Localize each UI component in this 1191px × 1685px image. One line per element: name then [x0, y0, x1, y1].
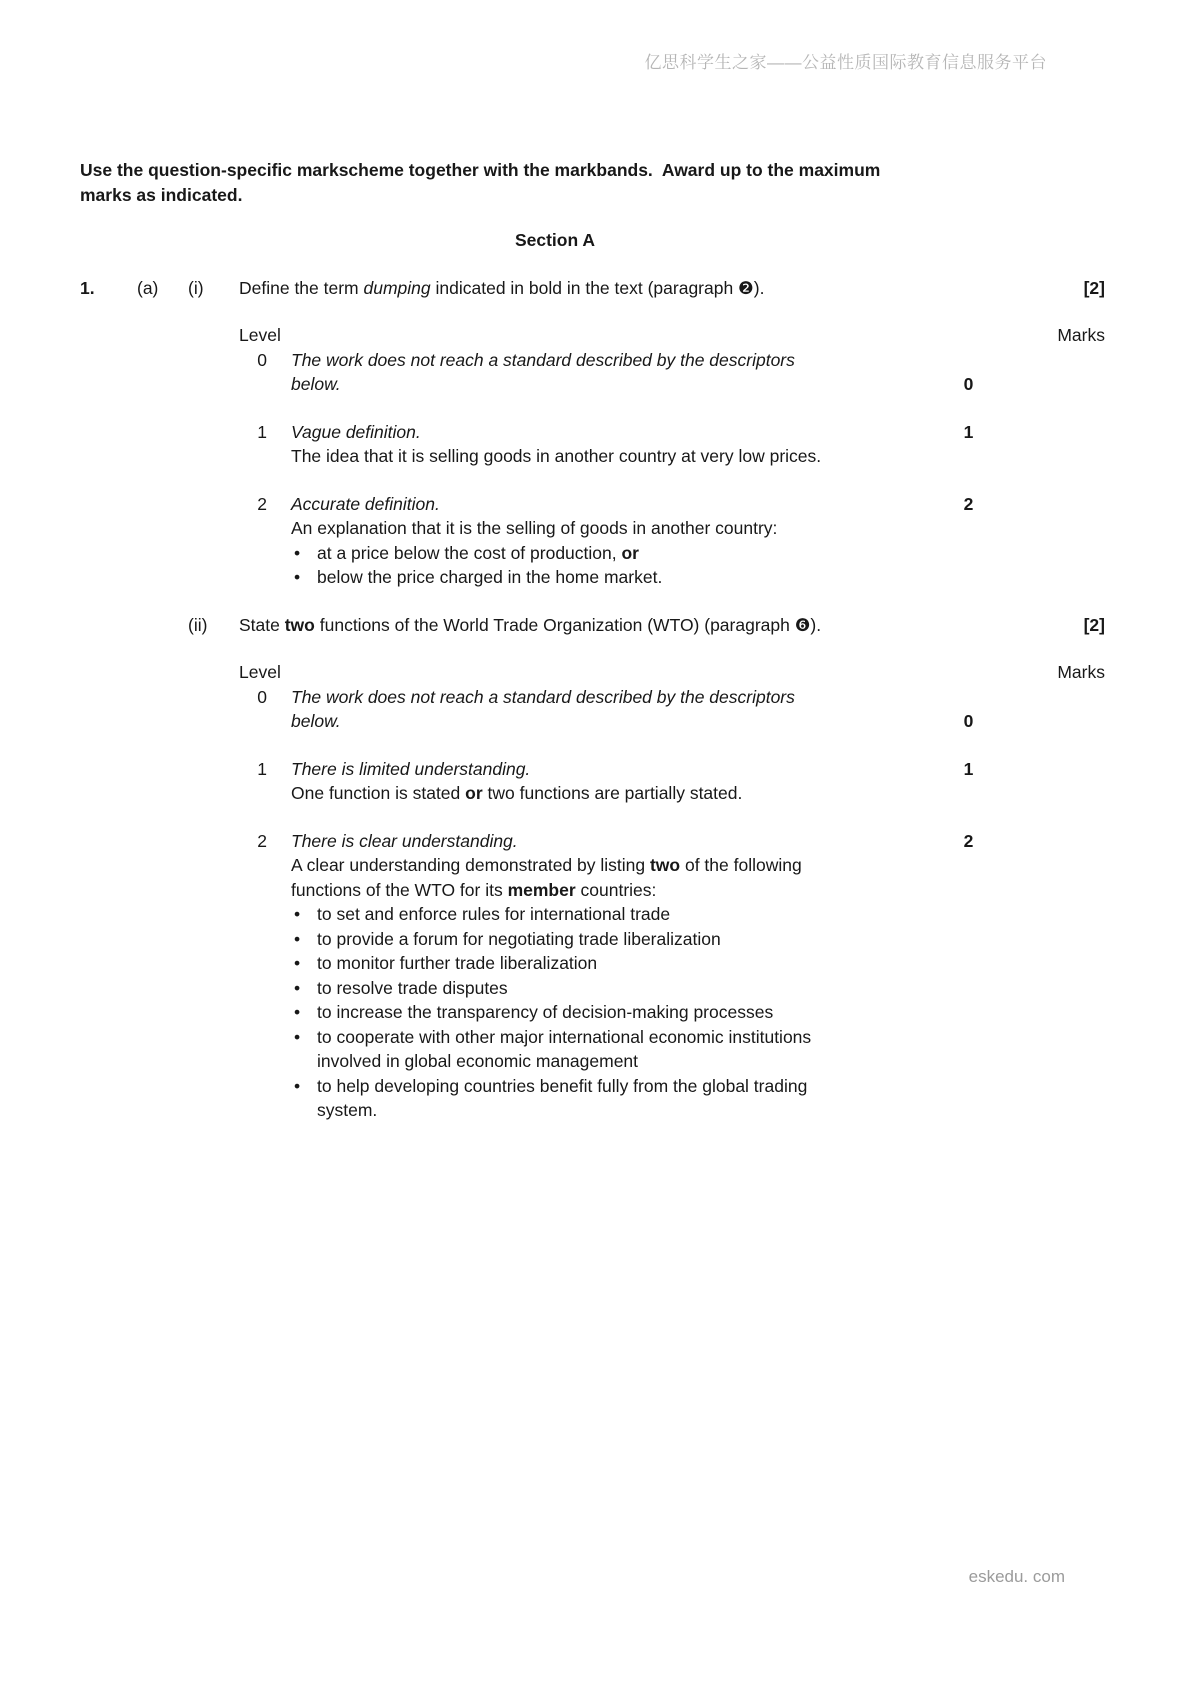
part-label: [137, 613, 188, 638]
text-segment: The work does not reach a standard described by the descriptors: [291, 686, 795, 707]
bullet-line: [317, 1000, 931, 1025]
question-number: [80, 613, 137, 638]
bullet-item: [291, 951, 931, 976]
bullet-item: [291, 541, 931, 566]
text-segment: or: [465, 783, 483, 803]
descriptor-line: [291, 685, 931, 710]
descriptor-line: [291, 492, 931, 517]
descriptor-line: [291, 420, 931, 445]
text-segment: An explanation that it is the selling of goods in another country:: [291, 518, 778, 538]
bullet-text: [317, 902, 931, 927]
descriptor-line: [291, 348, 931, 373]
text-segment: dumping: [363, 277, 431, 298]
question-number: 1.: [80, 277, 95, 298]
mark-column: [931, 829, 1006, 1123]
bullet-line: [317, 1025, 931, 1050]
mark-value: 2: [963, 493, 974, 514]
text-segment: to help developing countries benefit fully from the global trading: [317, 1075, 808, 1096]
instructions-line-2: marks as indicated.: [80, 184, 243, 205]
bullet-icon: •: [294, 1026, 301, 1047]
mark-value: 2: [963, 830, 974, 851]
level-row: [239, 420, 1105, 469]
question-row: [80, 276, 1105, 301]
level-number: 0: [257, 349, 267, 370]
bullet-icon: •: [294, 567, 301, 587]
max-marks: [2]: [1083, 614, 1105, 635]
bullet-icon: •: [294, 928, 301, 949]
bullet-item: [291, 565, 931, 590]
question-part: [80, 613, 1105, 1123]
level-header: Level: [239, 662, 281, 682]
text-segment: The work does not reach a standard described by the descriptors: [291, 349, 795, 370]
instructions-text: [80, 158, 1030, 207]
text-segment: to increase the transparency of decision-making processes: [317, 1002, 774, 1022]
level-descriptor: [291, 348, 931, 397]
descriptor-line: [291, 372, 931, 397]
mark-column: [931, 685, 1006, 734]
text-segment: A clear understanding demonstrated by listing: [291, 855, 650, 875]
descriptor-line: [291, 781, 931, 806]
section-a-heading: Section A: [514, 230, 596, 250]
bullet-item: [291, 1000, 931, 1025]
bullet-item: [291, 1074, 931, 1123]
mark-value: 1: [963, 758, 974, 779]
text-segment: or: [621, 542, 639, 563]
descriptor-line: [291, 878, 931, 903]
question-prompt: [239, 613, 1030, 638]
question-part: [80, 276, 1105, 590]
question-row: [80, 613, 1105, 638]
bullet-icon: •: [294, 977, 301, 998]
instructions-line-1: Use the question-specific markscheme together with the markbands. Award up to the maximum: [80, 160, 881, 180]
level-table-header: [239, 660, 1105, 685]
marks-header: Marks: [1057, 325, 1105, 345]
text-segment: two: [284, 614, 315, 635]
level-number: 2: [257, 830, 267, 851]
text-segment: functions of the WTO for its: [291, 879, 508, 900]
bullet-text: [317, 951, 931, 976]
descriptor-line: [291, 516, 931, 541]
descriptor-line: [291, 444, 931, 469]
text-segment: functions of the World Trade Organization (WTO) (paragraph ❻).: [314, 614, 822, 635]
level-row: [239, 492, 1105, 590]
question-prompt: [239, 276, 1030, 301]
level-table: [239, 660, 1105, 1123]
bullet-text: [317, 927, 931, 952]
bullet-text: [317, 1074, 931, 1123]
descriptor-line: [291, 757, 931, 782]
bullet-item: [291, 902, 931, 927]
subpart-label: (i): [188, 277, 204, 298]
bullet-item: [291, 1025, 931, 1074]
text-segment: below the price charged in the home market.: [317, 567, 663, 587]
level-descriptor: [291, 420, 931, 469]
bullet-text: [317, 565, 931, 590]
text-segment: below.: [291, 711, 341, 731]
level-number: 0: [257, 686, 267, 707]
bullet-text: [317, 976, 931, 1001]
text-segment: countries:: [575, 879, 657, 900]
descriptor-line: [291, 709, 931, 734]
text-segment: involved in global economic management: [317, 1051, 639, 1071]
bullet-item: [291, 927, 931, 952]
text-segment: to set and enforce rules for international trade: [317, 904, 671, 924]
text-segment: indicated in bold in the text (paragraph ❷).: [430, 277, 765, 298]
level-row: [239, 757, 1105, 806]
text-segment: Accurate definition.: [291, 493, 440, 514]
mark-column: [931, 420, 1006, 469]
text-segment: system.: [317, 1100, 378, 1120]
bullet-icon: •: [294, 953, 301, 973]
level-row: [239, 348, 1105, 397]
mark-column: [931, 757, 1006, 806]
descriptor-line: [291, 829, 931, 854]
marks-header: Marks: [1057, 662, 1105, 682]
level-row: [239, 829, 1105, 1123]
text-segment: State: [239, 614, 285, 635]
text-segment: to monitor further trade liberalization: [317, 953, 598, 973]
bullet-icon: •: [294, 1002, 301, 1022]
level-number: 1: [257, 758, 267, 779]
mark-column: [931, 348, 1006, 397]
mark-value: 0: [963, 374, 974, 394]
bullet-item: [291, 976, 931, 1001]
level-number: 1: [257, 421, 267, 442]
level-table-header: [239, 323, 1105, 348]
subpart-label: (ii): [188, 614, 208, 635]
bullet-text: [317, 541, 931, 566]
bullet-line: [317, 1074, 931, 1099]
text-segment: at a price below the cost of production,: [317, 542, 622, 563]
bullet-icon: •: [294, 542, 301, 563]
bullet-icon: •: [294, 904, 301, 924]
text-segment: There is limited understanding.: [291, 758, 531, 779]
level-table: [239, 323, 1105, 590]
bullet-text: [317, 1025, 931, 1074]
text-segment: member: [507, 879, 576, 900]
bullet-line: [317, 1049, 931, 1074]
mark-value: 1: [963, 421, 974, 442]
bullet-line: [317, 1098, 931, 1123]
bullet-line: [317, 951, 931, 976]
bullet-line: [317, 565, 931, 590]
bullet-line: [317, 976, 931, 1001]
text-segment: to cooperate with other major international economic institutions: [317, 1026, 812, 1047]
question-parts-container: [80, 276, 1105, 1123]
footer-watermark: eskedu. com: [968, 1567, 1065, 1586]
header-watermark: 亿思科学生之家——公益性质国际教育信息服务平台: [644, 53, 1047, 72]
text-segment: of the following: [680, 855, 802, 875]
level-descriptor: [291, 492, 931, 590]
mark-value: 0: [963, 711, 974, 731]
level-number: 2: [257, 493, 267, 514]
text-segment: Define the term: [239, 277, 364, 298]
bullet-line: [317, 541, 931, 566]
level-descriptor: [291, 685, 931, 734]
text-segment: One function is stated: [291, 783, 466, 803]
bullet-text: [317, 1000, 931, 1025]
level-descriptor: [291, 757, 931, 806]
text-segment: two: [649, 855, 681, 875]
level-row: [239, 685, 1105, 734]
part-label: (a): [137, 277, 159, 298]
text-segment: There is clear understanding.: [291, 830, 518, 851]
text-segment: to resolve trade disputes: [317, 977, 508, 998]
mark-column: [931, 492, 1006, 590]
bullet-icon: •: [294, 1075, 301, 1096]
level-header: Level: [239, 325, 281, 345]
max-marks: [2]: [1083, 277, 1105, 298]
level-descriptor: [291, 829, 931, 1123]
text-segment: Vague definition.: [291, 421, 421, 442]
bullet-line: [317, 902, 931, 927]
text-segment: The idea that it is selling goods in another country at very low prices.: [291, 446, 822, 466]
text-segment: to provide a forum for negotiating trade liberalization: [317, 928, 721, 949]
text-segment: two functions are partially stated.: [482, 783, 743, 803]
descriptor-line: [291, 853, 931, 878]
bullet-line: [317, 927, 931, 952]
text-segment: below.: [291, 374, 341, 394]
